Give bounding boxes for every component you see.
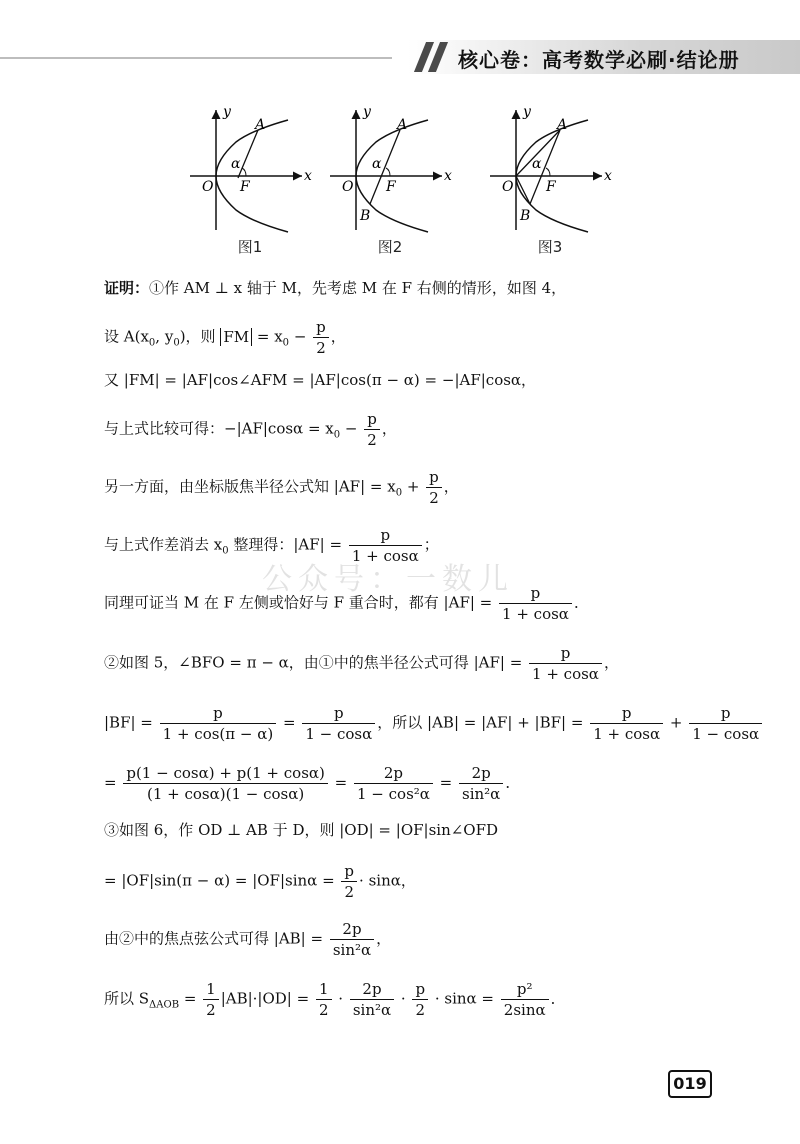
denominator: 2 xyxy=(316,339,326,357)
text: 同理可证当 M 在 F 左侧或恰好与 F 重合时，都有 |AF| = xyxy=(104,593,498,612)
fraction xyxy=(302,704,375,743)
fraction xyxy=(590,704,663,743)
fraction xyxy=(203,980,219,1019)
label-alpha: α xyxy=(372,156,382,172)
proof-line-2 xyxy=(104,318,346,357)
numerator: p xyxy=(160,704,277,724)
text: ， xyxy=(376,929,392,948)
text: |AB|·|OD| = xyxy=(220,989,314,1008)
text: ， xyxy=(381,419,397,438)
fraction xyxy=(689,704,762,743)
text: 与上式比较可得：−|AF|cosα = x xyxy=(104,419,334,438)
text: = xyxy=(278,713,301,732)
axis-label-y: y xyxy=(223,104,231,120)
numerator: p² xyxy=(501,980,549,1000)
figure-2 xyxy=(320,104,460,234)
label-O: O xyxy=(342,179,354,195)
proof-line-4 xyxy=(104,410,397,449)
fraction xyxy=(349,526,422,565)
proof-line-13 xyxy=(104,920,391,959)
text: − xyxy=(289,327,312,346)
fraction xyxy=(459,764,503,803)
text: = xyxy=(104,773,122,792)
denominator: 1 + cosα xyxy=(593,725,661,743)
numerator: 1 xyxy=(203,980,219,1000)
fraction xyxy=(313,318,329,357)
proof-line-14 xyxy=(104,980,566,1019)
header-rule xyxy=(0,57,392,59)
proof-text: ①作 AM ⊥ x 轴于 M，先考虑 M 在 F 右侧的情形，如图 4， xyxy=(149,279,567,297)
numerator: p(1 − cosα) + p(1 + cosα) xyxy=(123,764,328,784)
axis-label-y: y xyxy=(523,104,531,120)
text: 设 A(x xyxy=(104,327,149,346)
text: 另一方面，由坐标版焦半径公式知 |AF| = x xyxy=(104,477,396,496)
text: ． xyxy=(573,593,589,612)
fraction xyxy=(350,980,394,1019)
axis-label-x: x xyxy=(304,168,312,184)
figure-1 xyxy=(180,104,320,234)
denominator: 2 xyxy=(367,431,377,449)
abs-value: FM xyxy=(220,328,252,346)
fraction xyxy=(316,980,332,1019)
proof-line-9 xyxy=(104,704,764,743)
proof-line-10 xyxy=(104,764,520,803)
fraction xyxy=(412,980,428,1019)
text: · xyxy=(396,989,411,1008)
text: 所以 S xyxy=(104,989,150,1008)
denominator: 1 + cos(π − α) xyxy=(162,725,274,743)
text: ． xyxy=(505,773,521,792)
denominator: sin²α xyxy=(462,785,501,803)
label-B: B xyxy=(520,208,531,224)
text: ， xyxy=(603,653,619,672)
fraction xyxy=(426,468,442,507)
subscript: 0 xyxy=(148,337,156,349)
denominator: 2 xyxy=(206,1001,216,1019)
numerator: p xyxy=(426,468,442,488)
proof-line-5 xyxy=(104,468,459,507)
text: 由②中的焦点弦公式可得 |AB| = xyxy=(104,929,328,948)
denominator: 2 xyxy=(344,883,354,901)
denominator: 2 xyxy=(415,1001,426,1019)
figure-1-caption: 图1 xyxy=(237,238,263,256)
proof-label: 证明： xyxy=(104,279,150,297)
numerator: p xyxy=(302,704,375,724)
denominator: 2 xyxy=(429,489,439,507)
fraction xyxy=(330,920,374,959)
numerator: p xyxy=(499,584,572,604)
text: = x xyxy=(252,327,283,346)
numerator: p xyxy=(349,526,422,546)
text: = |OF|sin(π − α) = |OF|sinα = xyxy=(104,871,340,890)
text: ，所以 |AB| = |AF| + |BF| = xyxy=(377,713,589,732)
subscript: 0 xyxy=(333,429,341,441)
label-A: A xyxy=(397,117,408,133)
label-F: F xyxy=(386,179,396,195)
figure-group xyxy=(180,104,620,264)
proof-line-8 xyxy=(104,644,619,683)
text: ， xyxy=(330,327,346,346)
numerator: p xyxy=(689,704,762,724)
subscript: 0 xyxy=(222,545,229,557)
text: 整理得：|AF| = xyxy=(228,535,347,554)
fraction xyxy=(123,764,328,803)
denominator: sin²α xyxy=(332,941,372,959)
text: 与上式作差消去 x xyxy=(104,535,223,554)
denominator: 1 − cosα xyxy=(305,725,373,743)
numerator: 2p xyxy=(354,764,433,784)
subscript: 0 xyxy=(282,337,290,349)
text: = xyxy=(434,773,458,792)
text: ； xyxy=(423,535,439,554)
subscript: ΔAOB xyxy=(149,999,180,1011)
numerator: 1 xyxy=(316,980,332,1000)
label-alpha: α xyxy=(231,156,241,172)
proof-line-11: ③如图 6，作 OD ⊥ AB 于 D，则 |OD| = |OF|sin∠OFD xyxy=(104,821,499,839)
axis-label-y: y xyxy=(363,104,371,120)
figure-3-caption: 图3 xyxy=(537,238,563,256)
label-O: O xyxy=(202,179,214,195)
denominator: 2 xyxy=(318,1001,329,1019)
numerator: 2p xyxy=(330,920,374,940)
text: , y xyxy=(155,327,174,346)
fraction xyxy=(341,862,357,901)
text: = xyxy=(329,773,352,792)
fraction xyxy=(354,764,433,803)
proof-line-12 xyxy=(104,862,416,901)
text: − xyxy=(340,419,363,438)
subscript: 0 xyxy=(173,337,180,349)
label-O: O xyxy=(502,179,514,195)
header-title: 核心卷：高考数学必刷·结论册 xyxy=(458,48,740,72)
denominator: 1 − cos²α xyxy=(356,785,430,803)
numerator: 2p xyxy=(459,764,503,784)
fraction xyxy=(499,584,572,623)
text: · xyxy=(333,989,348,1008)
text: · sinα， xyxy=(359,871,416,890)
denominator: 1 + cosα xyxy=(351,547,419,565)
proof-line-1 xyxy=(104,278,566,298)
axis-label-x: x xyxy=(604,168,612,184)
numerator: p xyxy=(313,318,329,338)
proof-line-3: 又 |FM| = |AF|cos∠AFM = |AF|cos(π − α) = −|AF|cosα， xyxy=(104,371,537,389)
label-B: B xyxy=(360,208,371,224)
text: ． xyxy=(550,989,566,1008)
page-number: 019 xyxy=(668,1070,712,1098)
label-F: F xyxy=(240,179,250,195)
text: ， xyxy=(443,477,459,496)
numerator: 2p xyxy=(350,980,394,1000)
text: )，则 xyxy=(179,327,221,346)
subscript: 0 xyxy=(395,487,403,499)
label-F: F xyxy=(546,179,556,195)
fraction xyxy=(501,980,549,1019)
watermark: 公众号：一数儿 xyxy=(262,562,514,597)
axis-label-x: x xyxy=(444,168,452,184)
figure-2-caption: 图2 xyxy=(377,238,403,256)
numerator: p xyxy=(529,644,602,664)
text: |BF| = xyxy=(104,713,158,732)
text: ②如图 5，∠BFO = π − α，由①中的焦半径公式可得 |AF| = xyxy=(104,653,528,672)
label-A: A xyxy=(557,117,568,133)
numerator: p xyxy=(341,862,357,882)
fraction xyxy=(364,410,380,449)
proof-line-6 xyxy=(104,526,439,565)
denominator: 1 + cosα xyxy=(532,665,599,683)
numerator: p xyxy=(412,980,428,1000)
numerator: p xyxy=(590,704,663,724)
denominator: 1 + cosα xyxy=(502,605,569,623)
denominator: (1 + cosα)(1 − cosα) xyxy=(146,785,305,803)
text: · sinα = xyxy=(430,989,499,1008)
text: + xyxy=(665,713,688,732)
denominator: 1 − cosα xyxy=(692,725,760,743)
text: = xyxy=(179,989,202,1008)
denominator: sin²α xyxy=(352,1001,392,1019)
proof-line-7 xyxy=(104,584,589,623)
label-A: A xyxy=(255,117,266,133)
fraction xyxy=(529,644,602,683)
numerator: p xyxy=(364,410,380,430)
figure-3 xyxy=(480,104,620,234)
label-alpha: α xyxy=(532,156,542,172)
fraction xyxy=(160,704,277,743)
text: + xyxy=(402,477,425,496)
denominator: 2sinα xyxy=(503,1001,546,1019)
